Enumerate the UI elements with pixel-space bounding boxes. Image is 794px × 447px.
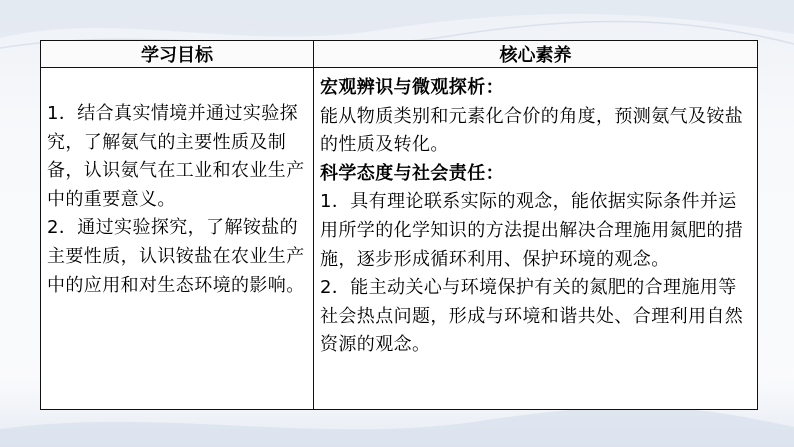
learning-goal-item: 1．结合真实情境并通过实验探究，了解氨气的主要性质及制备，认识氨气在工业和农业生产中的重要意义。 bbox=[47, 103, 305, 210]
core-literacy-cell bbox=[314, 68, 758, 410]
learning-goal-item: 2．通过实验探究，了解铵盐的主要性质，认识铵盐在农业生产中的应用和对生态环境的影响。 bbox=[47, 217, 305, 296]
table-header-row bbox=[41, 41, 758, 68]
header-learning-goals: 学习目标 bbox=[41, 41, 314, 68]
science-attitude-item: 1．具有理论联系实际的观念，能依据实际条件并运用所学的化学知识的方法提出解决合理施用氮肥的措施，逐步形成循环利用、保护环境的观念。 bbox=[320, 191, 744, 270]
section-heading-science-attitude: 科学态度与社会责任： bbox=[320, 162, 504, 184]
table-body-row bbox=[41, 68, 758, 410]
learning-goals-cell bbox=[41, 68, 314, 410]
section-heading-macro-micro: 宏观辨识与微观探析： bbox=[320, 77, 504, 98]
header-core-literacy: 核心素养 bbox=[314, 41, 758, 68]
learning-goals-table bbox=[40, 40, 758, 410]
science-attitude-item: 2．能主动关心与环境保护有关的氮肥的合理施用等社会热点问题，形成与环境和谐共处、合理利用自然资源的观念。 bbox=[320, 277, 744, 356]
section-text-macro-micro: 能从物质类别和元素化合价的角度，预测氨气及铵盐的性质及转化。 bbox=[320, 105, 744, 156]
